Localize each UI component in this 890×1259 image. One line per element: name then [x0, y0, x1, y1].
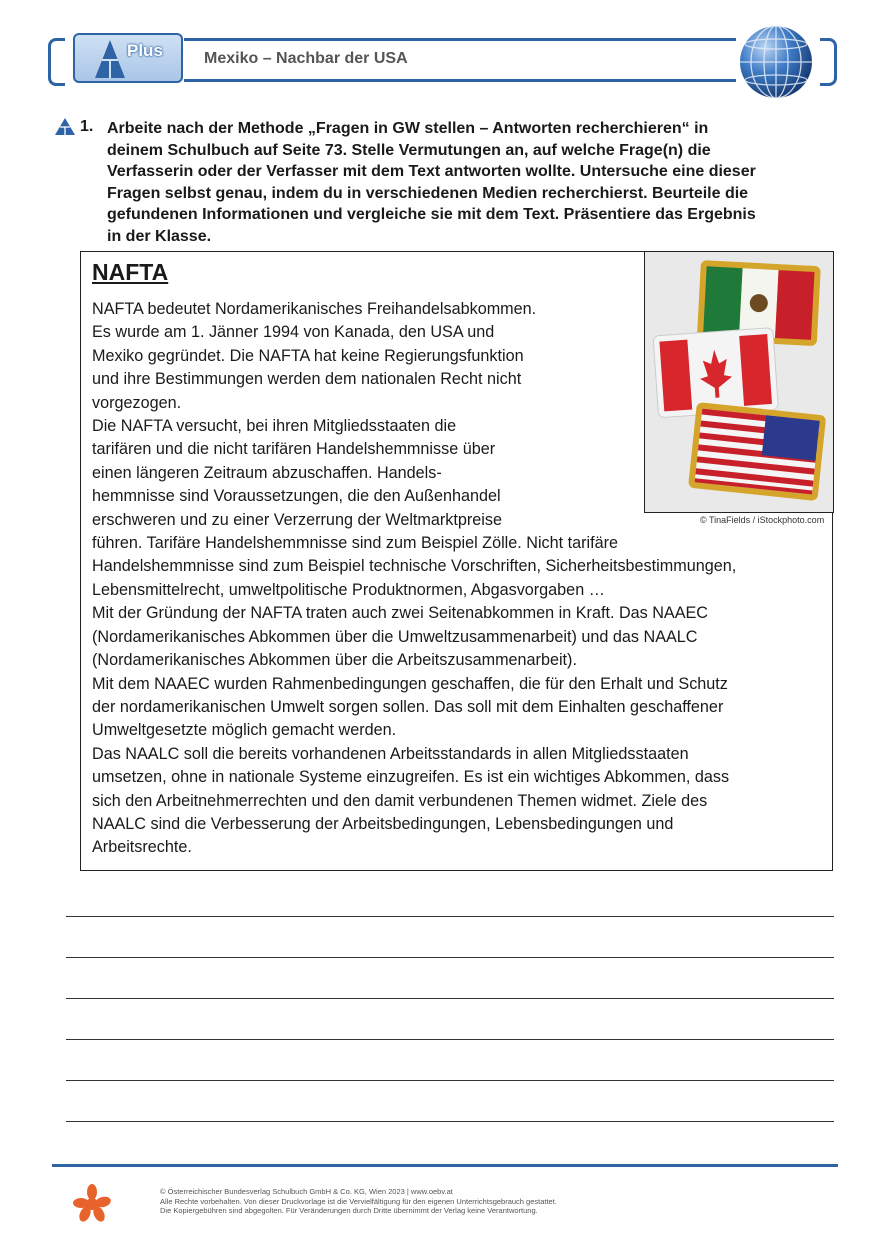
footer-copyright	[160, 1187, 557, 1216]
writing-line[interactable]	[66, 1080, 834, 1081]
page-title: Mexiko – Nachbar der USA	[204, 50, 408, 67]
article-line: führen. Tarifäre Handelshemmnisse sind zum Beispiel Zölle. Nicht tarifäre	[92, 534, 619, 553]
task-line: Fragen selbst genau, indem du in verschiedenen Medien recherchierst. Beurteile die	[107, 184, 749, 202]
footer-rule	[52, 1164, 838, 1167]
article-line: Es wurde am 1. Jänner 1994 von Kanada, den USA und	[92, 323, 495, 342]
footer-line: Alle Rechte vorbehalten. Von dieser Druckvorlage ist die Vervielfältigung für den eigenen Unterrichtsgebrauch gestattet.	[160, 1196, 557, 1206]
plus-badge-label: Plus	[127, 41, 163, 60]
article-line: (Nordamerikanisches Abkommen über die Arbeitszusammenarbeit).	[92, 651, 577, 670]
article-line: Lebensmittelrecht, umweltpolitische Produktnormen, Abgasvorgaben …	[92, 580, 605, 599]
article-line: NAALC sind die Verbesserung der Arbeitsbedingungen, Lebensbedingungen und	[92, 814, 674, 833]
article-line: Handelshemmnisse sind zum Beispiel technische Vorschriften, Sicherheitsbestimmungen,	[92, 557, 737, 576]
writing-line[interactable]	[66, 998, 834, 999]
task-line: gefundenen Informationen und vergleiche sie mit dem Text. Präsentiere das Ergebnis	[107, 206, 756, 223]
article-line: Mit dem NAAEC wurden Rahmenbedingungen geschaffen, die für den Erhalt und Schutz	[92, 674, 728, 693]
writing-line[interactable]	[66, 1121, 834, 1122]
article-line: NAFTA bedeutet Nordamerikanisches Freihandelsabkommen.	[92, 300, 537, 318]
article-line: der nordamerikanischen Umwelt sorgen sollen. Das soll mit dem Einhalten geschaffener	[92, 697, 724, 716]
article-line: hemmnisse sind Voraussetzungen, die den Außenhandel	[92, 487, 501, 506]
writing-line[interactable]	[66, 957, 834, 958]
plus-badge	[73, 33, 183, 83]
header-bracket-right	[820, 38, 837, 86]
task-line: Arbeite nach der Methode „Fragen in GW stellen – Antworten recherchieren“ in	[107, 120, 709, 137]
task-line: Verfasserin oder der Verfasser mit dem Text antworten wollte. Untersuche eine dieser	[107, 163, 756, 180]
header-bracket-left	[48, 38, 65, 86]
article-line: sich den Arbeitnehmerrechten und den damit verbundenen Themen widmet. Ziele des	[92, 791, 708, 810]
article-line: Das NAALC soll die bereits vorhandenen Arbeitsstandards in allen Mitgliedsstaaten	[92, 744, 689, 763]
task-line: in der Klasse.	[107, 227, 212, 245]
article-line: vorgezogen.	[92, 393, 182, 412]
article-line: Die NAFTA versucht, bei ihren Mitgliedsstaaten die	[92, 417, 457, 436]
header-rule-top	[184, 38, 736, 41]
article-title: NAFTA	[92, 259, 169, 285]
header-rule-bottom	[184, 79, 736, 82]
article-line: und ihre Bestimmungen werden dem nationalen Recht nicht	[92, 370, 522, 389]
globe-icon	[738, 24, 814, 100]
task-pyramid-icon	[55, 118, 75, 135]
photo-credit: © TinaFields / iStockphoto.com	[700, 515, 825, 525]
writing-line[interactable]	[66, 1039, 834, 1040]
article-line: (Nordamerikanisches Abkommen über die Umweltzusammenarbeit) und das NAALC	[92, 627, 698, 646]
article-body	[92, 298, 825, 860]
article-line: erschweren und zu einer Verzerrung der Weltmarktpreise	[92, 510, 502, 529]
task-number: 1.	[80, 118, 94, 135]
publisher-logo-icon	[72, 1183, 112, 1223]
task-instructions	[107, 118, 842, 247]
task-line: deinem Schulbuch auf Seite 73. Stelle Vermutungen an, auf welche Frage(n) die	[107, 141, 711, 159]
writing-line[interactable]	[66, 916, 834, 917]
footer-line: Die Kopiergebühren sind abgegolten. Für Veränderungen durch Dritte übernimmt der Verlag keine Verantwortung.	[160, 1206, 538, 1215]
pyramid-icon	[93, 38, 127, 80]
article-line: Umweltgesetzte möglich gemacht werden.	[92, 721, 397, 740]
article-line: tarifären und die nicht tarifären Handelshemmnisse über	[92, 440, 496, 459]
article-line: einen längeren Zeitraum abzuschaffen. Handels-	[92, 463, 442, 482]
article-line: Mit der Gründung der NAFTA traten auch zwei Seitenabkommen in Kraft. Das NAAEC	[92, 604, 708, 623]
footer-line: © Österreichischer Bundesverlag Schulbuch GmbH & Co. KG, Wien 2023 | www.oebv.at	[160, 1187, 453, 1196]
article-line: Mexiko gegründet. Die NAFTA hat keine Regierungsfunktion	[92, 346, 524, 365]
article-line: umsetzen, ohne in nationale Systeme einzugreifen. Es ist ein wichtiges Abkommen, dass	[92, 768, 730, 787]
article-line: Arbeitsrechte.	[92, 838, 192, 857]
